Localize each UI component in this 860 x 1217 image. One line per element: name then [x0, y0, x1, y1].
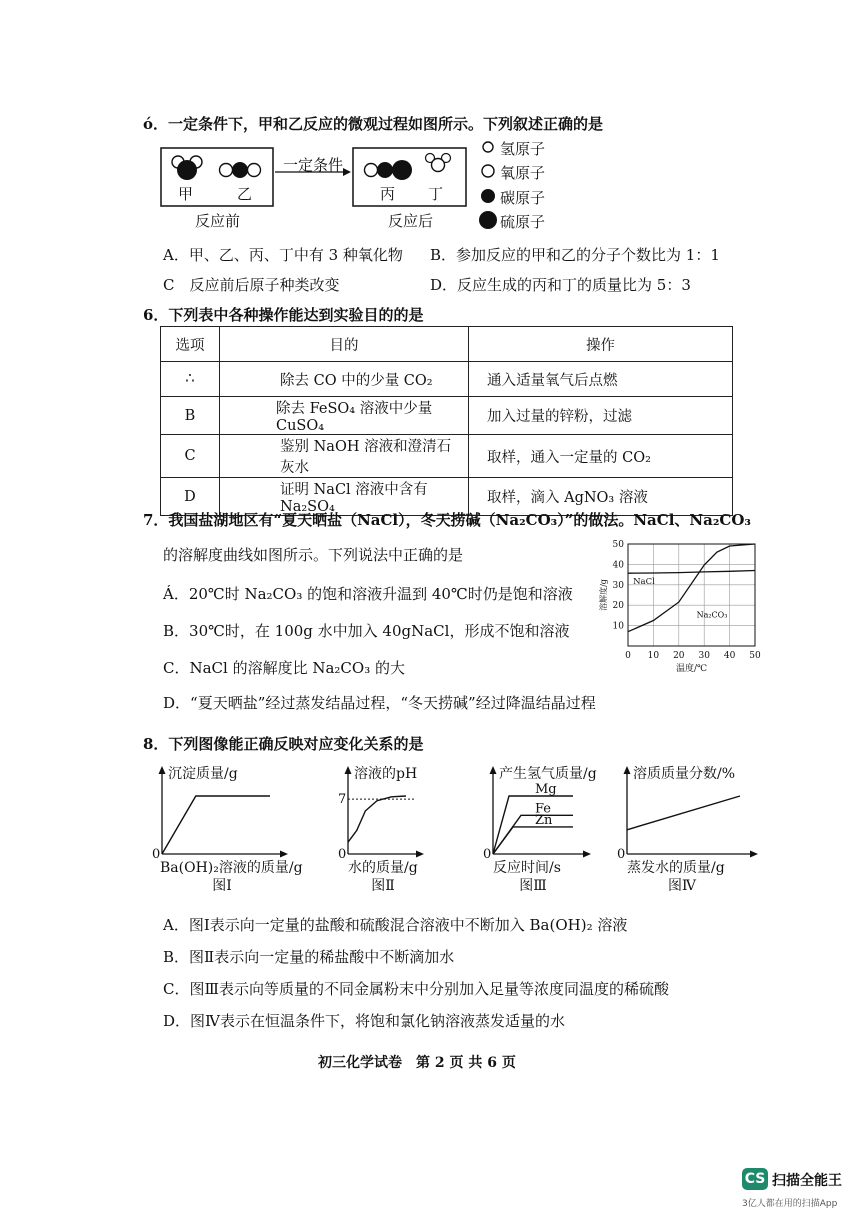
series-line: [162, 796, 270, 854]
y-axis-label: 溶液的pH: [354, 766, 418, 782]
x-axis-label: 反应时间/s: [493, 860, 561, 876]
legend-hydrogen: 氢原子: [500, 140, 546, 158]
x-tick-label: 40: [723, 651, 736, 661]
figure-3: [483, 765, 597, 894]
table-header-row: [161, 327, 733, 362]
q8-option-a: A．图Ⅰ表示向一定量的盐酸和硫酸混合溶液中不断加入 Ba(OH)₂ 溶液: [163, 916, 628, 934]
x-tick-label: 0: [625, 651, 631, 661]
legend-carbon: 碳原子: [500, 189, 546, 207]
table-header-cell: 操作: [469, 327, 733, 362]
label-jia: 甲: [178, 185, 194, 203]
q7-option-a: Á．20℃时 Na₂CO₃ 的饱和溶液升温到 40℃时仍是饱和溶液: [163, 585, 573, 603]
legend-oxygen: 氧原子: [500, 164, 546, 182]
figure-1: [152, 766, 303, 894]
table-row: [161, 362, 733, 397]
table-cell: 取样，通入一定量的 CO₂: [469, 435, 733, 478]
series-line-zn: [493, 827, 573, 854]
table-cell: 除去 FeSO₄ 溶液中少量 CuSO₄: [220, 397, 469, 435]
y-axis-arrow: [624, 766, 631, 774]
x-axis-label: 温度/℃: [675, 664, 708, 674]
series-label-zn: Zn: [535, 812, 553, 828]
label-ding: 丁: [428, 185, 444, 203]
q8-figures: [150, 758, 770, 903]
table-cell: C: [161, 435, 220, 478]
arrow-label: 一定条件: [283, 156, 344, 174]
figure-label: 图Ⅱ: [371, 878, 395, 894]
series-line-nacl: [628, 571, 755, 574]
table-cell: 鉴别 NaOH 溶液和澄清石灰水: [220, 435, 469, 478]
table-header-cell: 目的: [220, 327, 469, 362]
series-label-mg: Mg: [535, 782, 557, 797]
table-cell: 除去 CO 中的少量 CO₂: [220, 362, 469, 397]
table-cell: B: [161, 397, 220, 435]
series-line: [627, 796, 740, 830]
table-cell: 证明 NaCl 溶液中含有 Na₂SO₄: [220, 478, 469, 516]
q5-stem: ó．一定条件下，甲和乙反应的微观过程如图所示。下列叙述正确的是: [143, 115, 604, 133]
table-header-cell: 选项: [161, 327, 220, 362]
q7-option-c: C．NaCl 的溶解度比 Na₂CO₃ 的大: [163, 659, 405, 677]
page-footer: 初三化学试卷 第 2 页 共 6 页: [318, 1055, 516, 1071]
y-axis-arrow: [345, 766, 352, 774]
caption-after: 反应后: [388, 212, 434, 230]
q7-stem-line2: 的溶解度曲线如图所示。下列说法中正确的是: [163, 546, 464, 564]
x-tick-label: 50: [749, 651, 761, 661]
series-line-fe: [493, 812, 573, 854]
table-cell: 通入适量氧气后点燃: [469, 362, 733, 397]
table-cell: ∴: [161, 362, 220, 397]
origin-label: 0: [483, 847, 492, 862]
y-tick-label: 40: [612, 560, 624, 571]
table-cell: 加入过量的锌粉，过滤: [469, 397, 733, 435]
q8-option-d: D．图Ⅳ表示在恒温条件下，将饱和氯化钠溶液蒸发适量的水: [163, 1012, 566, 1030]
x-axis-label: 蒸发水的质量/g: [627, 860, 725, 876]
y-tick-label: 30: [612, 580, 624, 591]
legend-sulfur: 硫原子: [500, 213, 546, 231]
q7-option-b: B．30℃时，在 100g 水中加入 40gNaCl，形成不饱和溶液: [163, 622, 570, 640]
q8-option-c: C．图Ⅲ表示向等质量的不同金属粉末中分别加入足量等浓度同温度的稀硫酸: [163, 980, 669, 998]
table-cell: D: [161, 478, 220, 516]
figure-4: [617, 765, 758, 894]
figure-2: [338, 765, 424, 894]
origin-label: 0: [617, 847, 626, 862]
plot-frame: [628, 544, 755, 646]
label-bing: 丙: [380, 185, 396, 203]
solubility-chart: [590, 536, 765, 674]
x-tick-label: 10: [647, 651, 660, 661]
y-axis-arrow: [159, 766, 166, 774]
scanner-subtitle: 3亿人都在用的扫描App: [742, 1199, 838, 1209]
label-yi: 乙: [237, 185, 253, 203]
y-axis-label: 溶质质量分数/%: [633, 766, 736, 782]
y-axis-label: 溶解度/g: [599, 579, 608, 611]
scanner-title: 扫描全能王: [772, 1173, 842, 1189]
x-axis-arrow: [750, 851, 758, 858]
origin-label: 0: [152, 847, 161, 862]
q7-option-d: D．“夏天晒盐”经过蒸发结晶过程，“冬天捞碱”经过降温结晶过程: [163, 694, 596, 712]
q5-option-a: A．甲、乙、丙、丁中有 3 种氧化物: [163, 246, 403, 264]
table-row: [161, 435, 733, 478]
q5-option-b: B．参加反应的甲和乙的分子个数比为 1：1: [430, 246, 720, 264]
x-axis-label: 水的质量/g: [348, 860, 418, 876]
y-tick-label: 10: [612, 621, 624, 632]
q5-option-c: C 反应前后原子种类改变: [163, 276, 340, 294]
q6-stem: 6．下列表中各种操作能达到实验目的的是: [143, 306, 424, 324]
series-label-na2co3: Na₂CO₃: [696, 610, 728, 620]
q7-stem-line1: 7．我国盐湖地区有“夏天晒盐（NaCl），冬天捞碱（Na₂CO₃）”的做法。NaCl、Na₂CO₃: [143, 511, 751, 529]
x-axis-label: Ba(OH)₂溶液的质量/g: [160, 860, 303, 876]
y-tick-label: 50: [612, 540, 624, 550]
scanner-badge: CS: [742, 1168, 768, 1190]
x-axis-arrow: [583, 851, 591, 858]
table-cell: 取样，滴入 AgNO₃ 溶液: [469, 478, 733, 516]
table-row: [161, 397, 733, 435]
q8-option-b: B．图Ⅱ表示向一定量的稀盐酸中不断滴加水: [163, 948, 455, 966]
x-axis-arrow: [416, 851, 424, 858]
series-line-mg: [493, 796, 573, 854]
ref-label: 7: [338, 792, 347, 808]
figure-label: 图Ⅰ: [212, 878, 232, 894]
origin-label: 0: [338, 847, 347, 862]
x-tick-label: 20: [673, 651, 685, 661]
series-line-na2co3: [628, 544, 755, 632]
series-label-fe: Fe: [535, 801, 552, 817]
x-tick-label: 30: [698, 651, 710, 661]
figure-label: 图Ⅲ: [519, 878, 547, 894]
q5-option-d: D．反应生成的丙和丁的质量比为 5：3: [430, 276, 691, 294]
series-line: [348, 796, 406, 842]
figure-label: 图Ⅳ: [668, 878, 696, 894]
q8-stem: 8．下列图像能正确反映对应变化关系的是: [143, 735, 424, 753]
y-axis-label: 产生氢气质量/g: [499, 766, 597, 782]
series-label-nacl: NaCl: [633, 576, 655, 587]
y-axis-arrow: [490, 766, 497, 774]
y-axis-label: 沉淀质量/g: [168, 766, 238, 782]
x-axis-arrow: [280, 851, 288, 858]
y-tick-label: 20: [612, 601, 624, 612]
caption-before: 反应前: [195, 212, 241, 230]
operations-table: [160, 326, 733, 516]
